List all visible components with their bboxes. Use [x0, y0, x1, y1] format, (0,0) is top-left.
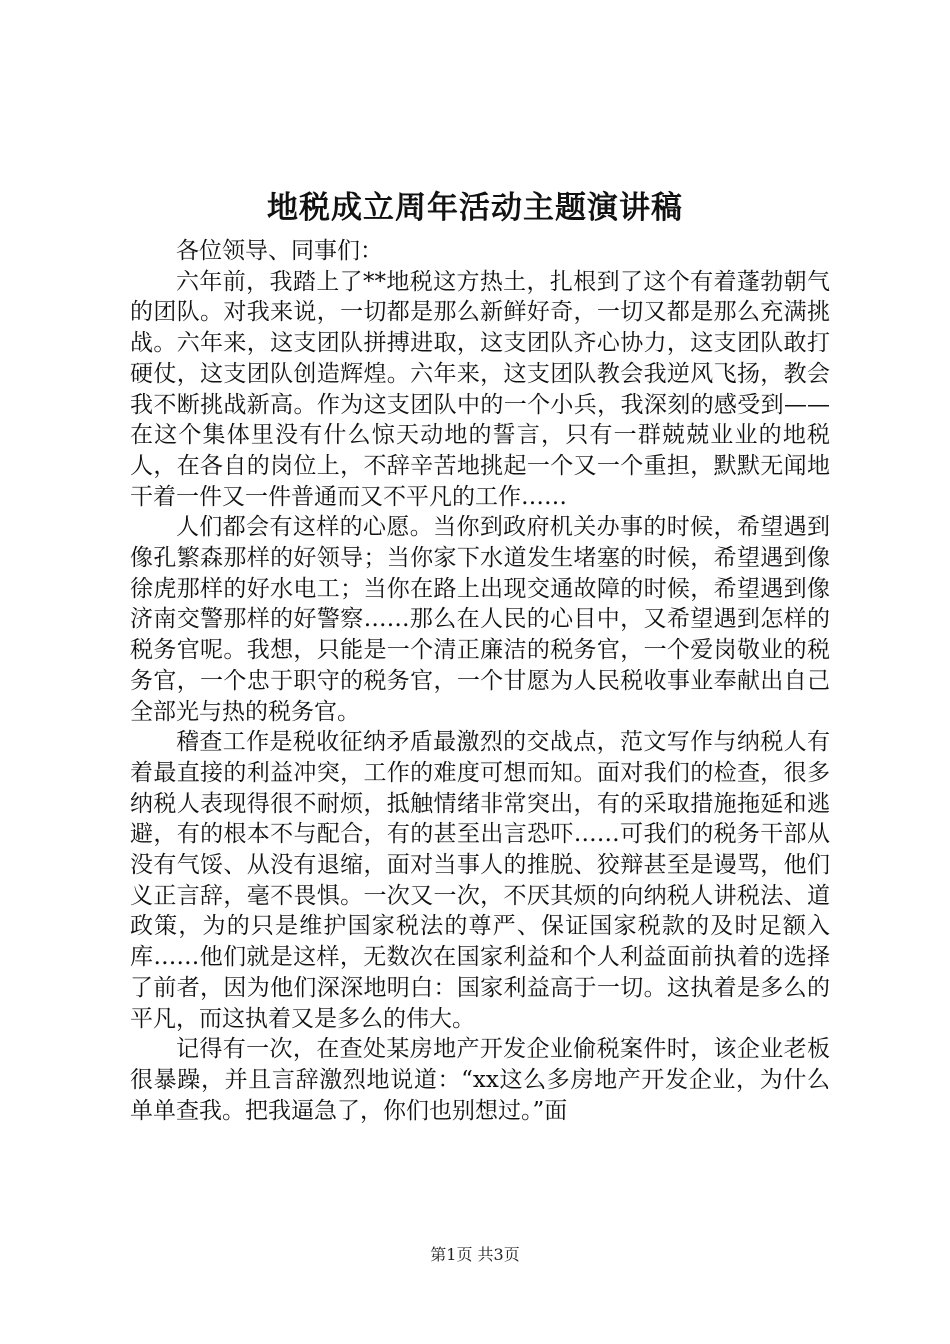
salutation: 各位领导、同事们：	[176, 238, 383, 264]
page-footer	[0, 1243, 950, 1267]
paragraph-2: 人们都会有这样的心愿。当你到政府机关办事的时候，希望遇到像孔繁森那样的好领导；当你家下水道发生堵塞的时候，希望遇到像徐虎那样的好水电工；当你在路上出现交通故障的时候，希望遇到像济南交警那样的好警察……那么在人民的心目中，又希望遇到怎样的税务官呢。我想，只能是一个清正廉洁的税务官，一个爱岗敬业的税务官，一个忠于职守的税务官，一个甘愿为人民税收事业奉献出自己全部光与热的税务官。	[130, 514, 830, 725]
document-body	[130, 236, 830, 1126]
paragraph-3: 稽查工作是税收征纳矛盾最激烈的交战点，范文写作与纳税人有着最直接的利益冲突，工作的难度可想而知。面对我们的检查，很多纳税人表现得很不耐烦，抵触情绪非常突出，有的采取措施拖延和逃避，有的根本不与配合，有的甚至出言恐吓……可我们的税务干部从没有气馁、从没有退缩，面对当事人的推脱、狡辩甚至是谩骂，他们义正言辞，毫不畏惧。一次又一次，不厌其烦的向纳税人讲税法、道政策，为的只是维护国家税法的尊严、保证国家税款的及时足额入库……他们就是这样，无数次在国家利益和个人利益面前执着的选择了前者，因为他们深深地明白：国家利益高于一切。这执着是多么的平凡，而这执着又是多么的伟大。	[130, 729, 830, 1032]
document-title: 地税成立周年活动主题演讲稿	[267, 190, 683, 226]
paragraph-4: 记得有一次，在查处某房地产开发企业偷税案件时，该企业老板很暴躁，并且言辞激烈地说道：“xx这么多房地产开发企业，为什么单单查我。把我逼急了，你们也别想过。”面	[130, 1036, 830, 1124]
paragraph-1: 六年前，我踏上了**地税这方热土，扎根到了这个有着蓬勃朝气的团队。对我来说，一切都是那么新鲜好奇，一切又都是那么充满挑战。六年来，这支团队拼搏进取，这支团队齐心协力，这支团队敢打硬仗，这支团队创造辉煌。六年来，这支团队教会我逆风飞扬，教会我不断挑战新高。作为这支团队中的一个小兵，我深刻的感受到——在这个集体里没有什么惊天动地的誓言，只有一群兢兢业业的地税人，在各自的岗位上，不辞辛苦地挑起一个又一个重担，默默无闻地干着一件又一件普通而又不平凡的工作……	[130, 268, 830, 510]
page-indicator: 第1页 共3页	[430, 1245, 520, 1264]
